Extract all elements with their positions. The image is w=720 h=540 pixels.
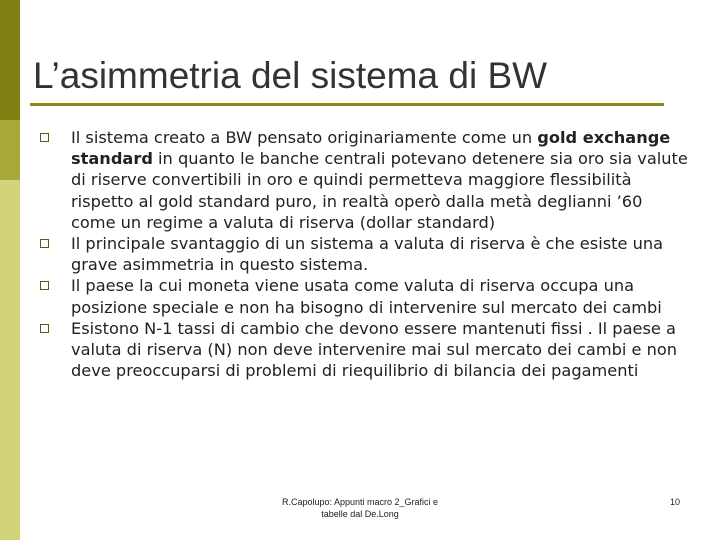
bullet-item-1: [38, 127, 688, 233]
bullet-text-1: [71, 128, 688, 232]
bullet-text-1-bold: gold exchange standard: [71, 128, 671, 169]
bullet-text-1-start: Il sistema creato a BW pensato originariamente come un: [71, 128, 538, 147]
hollow-square-bullet-icon: [40, 239, 49, 248]
bullet-text-1-end: in quanto le banche centrali potevano detenere sia oro sia valute di riserve convertibili in oro e quindi permetteva maggiore flessibilità rispetto al gold standard puro, in realtà operò dalla metà deglianni ’60 come un regime a valuta di riserva (dollar standard): [71, 149, 688, 232]
bullet-item-4: [38, 318, 688, 382]
bullet-text-2: Il principale svantaggio di un sistema a valuta di riserva è che esiste una grave asimmetria in questo sistema.: [71, 234, 664, 275]
side-bar-light: [0, 180, 20, 540]
bullet-item-3: [38, 275, 688, 317]
hollow-square-bullet-icon: [40, 281, 49, 290]
hollow-square-bullet-icon: [40, 324, 49, 333]
bullet-list: [38, 127, 688, 381]
page-number: 10: [669, 497, 680, 507]
slide-title: L’asimmetria del sistema di BW: [33, 55, 548, 96]
bullet-text-4: Esistono N-1 tassi di cambio che devono essere mantenuti fissi . Il paese a valuta di riserva (N) non deve intervenire mai sul mercato dei cambi e non deve preoccuparsi di problemi di riequilibrio di bilancia dei pagamenti: [71, 318, 678, 381]
footer-line-1: R.Capolupo: Appunti macro 2_Grafici e: [281, 497, 439, 507]
footer-line-2: tabelle dal De.Long: [321, 509, 399, 519]
bullet-text-3: Il paese la cui moneta viene usata come valuta di riserva occupa una posizione speciale e non ha bisogno di intervenire sul mercato dei cambi: [71, 276, 662, 317]
title-underline: [30, 103, 664, 106]
side-bar-dark: [0, 0, 20, 120]
side-bar-mid: [0, 120, 20, 180]
hollow-square-bullet-icon: [40, 133, 49, 142]
bullet-item-2: [38, 233, 688, 275]
slide-footer: [230, 496, 490, 520]
